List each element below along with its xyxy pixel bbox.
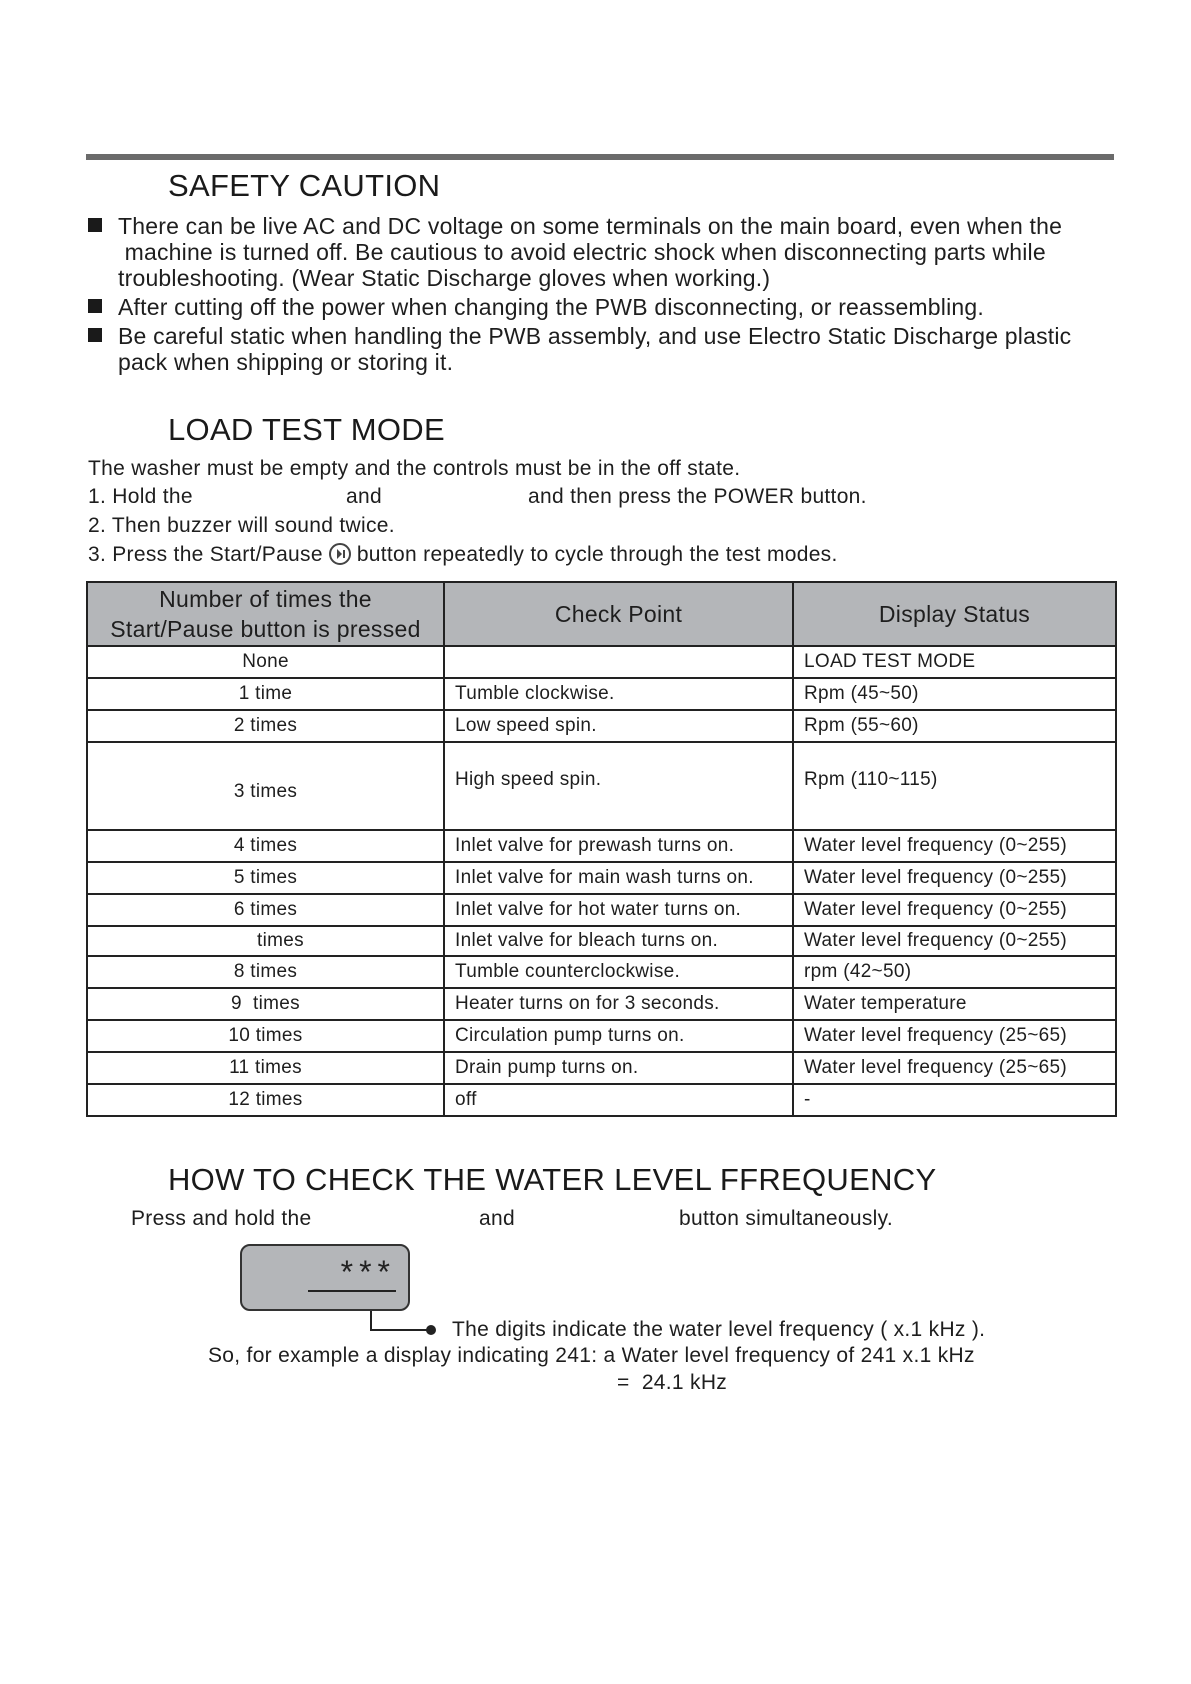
lcd-display xyxy=(240,1244,410,1311)
lcd-underline xyxy=(308,1290,396,1292)
safety-bullet-list xyxy=(86,213,1176,378)
cell-display: rpm (42~50) xyxy=(793,956,1116,988)
water-level-result: = 24.1 kHz xyxy=(617,1371,728,1394)
table-row xyxy=(87,1052,1116,1084)
table-row xyxy=(87,830,1116,862)
cell-check: High speed spin. xyxy=(444,742,793,830)
safety-bullet-2 xyxy=(86,294,1176,320)
instruction-rest: button simultaneously. xyxy=(679,1207,893,1230)
load-test-heading: LOAD TEST MODE xyxy=(168,412,445,447)
step-1-text: 1. Hold the xyxy=(88,485,193,508)
step-3-rest: button repeatedly to cycle through the test modes. xyxy=(356,543,838,566)
cell-count: None xyxy=(87,646,444,678)
cell-count: times xyxy=(87,926,444,956)
cell-display: Water level frequency (25~65) xyxy=(793,1020,1116,1052)
cell-display: Water level frequency (0~255) xyxy=(793,862,1116,894)
water-level-example: So, for example a display indicating 241: a Water level frequency of 241 x.1 kHz xyxy=(208,1344,975,1367)
table-row xyxy=(87,956,1116,988)
cell-display: Rpm (110~115) xyxy=(793,742,1116,830)
cell-display: - xyxy=(793,1084,1116,1116)
leader-line-horizontal xyxy=(370,1329,430,1331)
cell-display: Water level frequency (0~255) xyxy=(793,926,1116,956)
lcd-digits: *** xyxy=(340,1254,396,1290)
safety-caution-heading: SAFETY CAUTION xyxy=(168,168,441,203)
step-1-and: and xyxy=(346,485,382,508)
cell-check: Inlet valve for hot water turns on. xyxy=(444,894,793,926)
water-level-instruction xyxy=(131,1207,893,1231)
cell-display: Water temperature xyxy=(793,988,1116,1020)
table-row xyxy=(87,646,1116,678)
load-test-table xyxy=(86,581,1117,1117)
cell-check: off xyxy=(444,1084,793,1116)
table-row xyxy=(87,678,1116,710)
cell-check: Tumble clockwise. xyxy=(444,678,793,710)
cell-count: 9 times xyxy=(87,988,444,1020)
cell-check: Heater turns on for 3 seconds. xyxy=(444,988,793,1020)
cell-display: Rpm (55~60) xyxy=(793,710,1116,742)
cell-count: 12 times xyxy=(87,1084,444,1116)
cell-check: Drain pump turns on. xyxy=(444,1052,793,1084)
step-1-rest: and then press the POWER button. xyxy=(528,485,867,508)
column-header-count: Number of times the Start/Pause button is pressed xyxy=(87,582,444,646)
column-header-display-status: Display Status xyxy=(793,582,1116,646)
bullet-text: There can be live AC and DC voltage on some terminals on the main board, even when the xyxy=(118,213,1063,239)
cell-display: Rpm (45~50) xyxy=(793,678,1116,710)
square-bullet-icon xyxy=(88,328,102,342)
cell-count: 4 times xyxy=(87,830,444,862)
water-level-note: The digits indicate the water level frequency ( x.1 kHz ). xyxy=(452,1318,986,1341)
table-row xyxy=(87,1020,1116,1052)
cell-count: 3 times xyxy=(87,742,444,830)
bullet-text: troubleshooting. (Wear Static Discharge gloves when working.) xyxy=(118,265,771,291)
cell-check: Inlet valve for bleach turns on. xyxy=(444,926,793,956)
table-header-row xyxy=(87,582,1116,646)
cell-display: Water level frequency (0~255) xyxy=(793,830,1116,862)
bullet-text: Be careful static when handling the PWB assembly, and use Electro Static Discharge plastic xyxy=(118,323,1072,349)
cell-check: Low speed spin. xyxy=(444,710,793,742)
table-row xyxy=(87,742,1116,830)
cell-count: 8 times xyxy=(87,956,444,988)
safety-bullet-3 xyxy=(86,323,1176,375)
leader-dot-icon xyxy=(426,1325,436,1335)
cell-count: 2 times xyxy=(87,710,444,742)
cell-count: 6 times xyxy=(87,894,444,926)
bullet-text: machine is turned off. Be cautious to avoid electric shock when disconnecting parts while xyxy=(118,239,1046,265)
water-level-heading: HOW TO CHECK THE WATER LEVEL FFREQUENCY xyxy=(168,1162,937,1197)
instruction-text: Press and hold the xyxy=(131,1207,312,1230)
square-bullet-icon xyxy=(88,299,102,313)
bullet-text: After cutting off the power when changing the PWB disconnecting, or reassembling. xyxy=(118,294,984,320)
start-pause-icon xyxy=(329,543,351,565)
cell-check: Inlet valve for prewash turns on. xyxy=(444,830,793,862)
step-2: 2. Then buzzer will sound twice. xyxy=(88,514,395,537)
cell-display: Water level frequency (25~65) xyxy=(793,1052,1116,1084)
cell-check: Circulation pump turns on. xyxy=(444,1020,793,1052)
cell-display: Water level frequency (0~255) xyxy=(793,894,1116,926)
table-row xyxy=(87,1084,1116,1116)
column-header-check-point: Check Point xyxy=(444,582,793,646)
step-1 xyxy=(88,485,867,509)
safety-bullet-1 xyxy=(86,213,1176,291)
table-row xyxy=(87,710,1116,742)
cell-check: Tumble counterclockwise. xyxy=(444,956,793,988)
table-row xyxy=(87,894,1116,926)
instruction-and: and xyxy=(479,1207,515,1230)
cell-count: 11 times xyxy=(87,1052,444,1084)
cell-count: 5 times xyxy=(87,862,444,894)
leader-line-vertical xyxy=(370,1311,372,1331)
table-row xyxy=(87,862,1116,894)
table-row xyxy=(87,988,1116,1020)
square-bullet-icon xyxy=(88,218,102,232)
bullet-text: pack when shipping or storing it. xyxy=(118,349,454,375)
step-3 xyxy=(88,543,838,567)
cell-count: 1 time xyxy=(87,678,444,710)
cell-display: LOAD TEST MODE xyxy=(793,646,1116,678)
step-3-text: 3. Press the Start/Pause xyxy=(88,543,323,566)
top-divider xyxy=(86,154,1114,160)
cell-check: Inlet valve for main wash turns on. xyxy=(444,862,793,894)
cell-check xyxy=(444,646,793,678)
load-test-intro: The washer must be empty and the controls must be in the off state. xyxy=(88,457,741,480)
cell-count: 10 times xyxy=(87,1020,444,1052)
table-row xyxy=(87,926,1116,956)
